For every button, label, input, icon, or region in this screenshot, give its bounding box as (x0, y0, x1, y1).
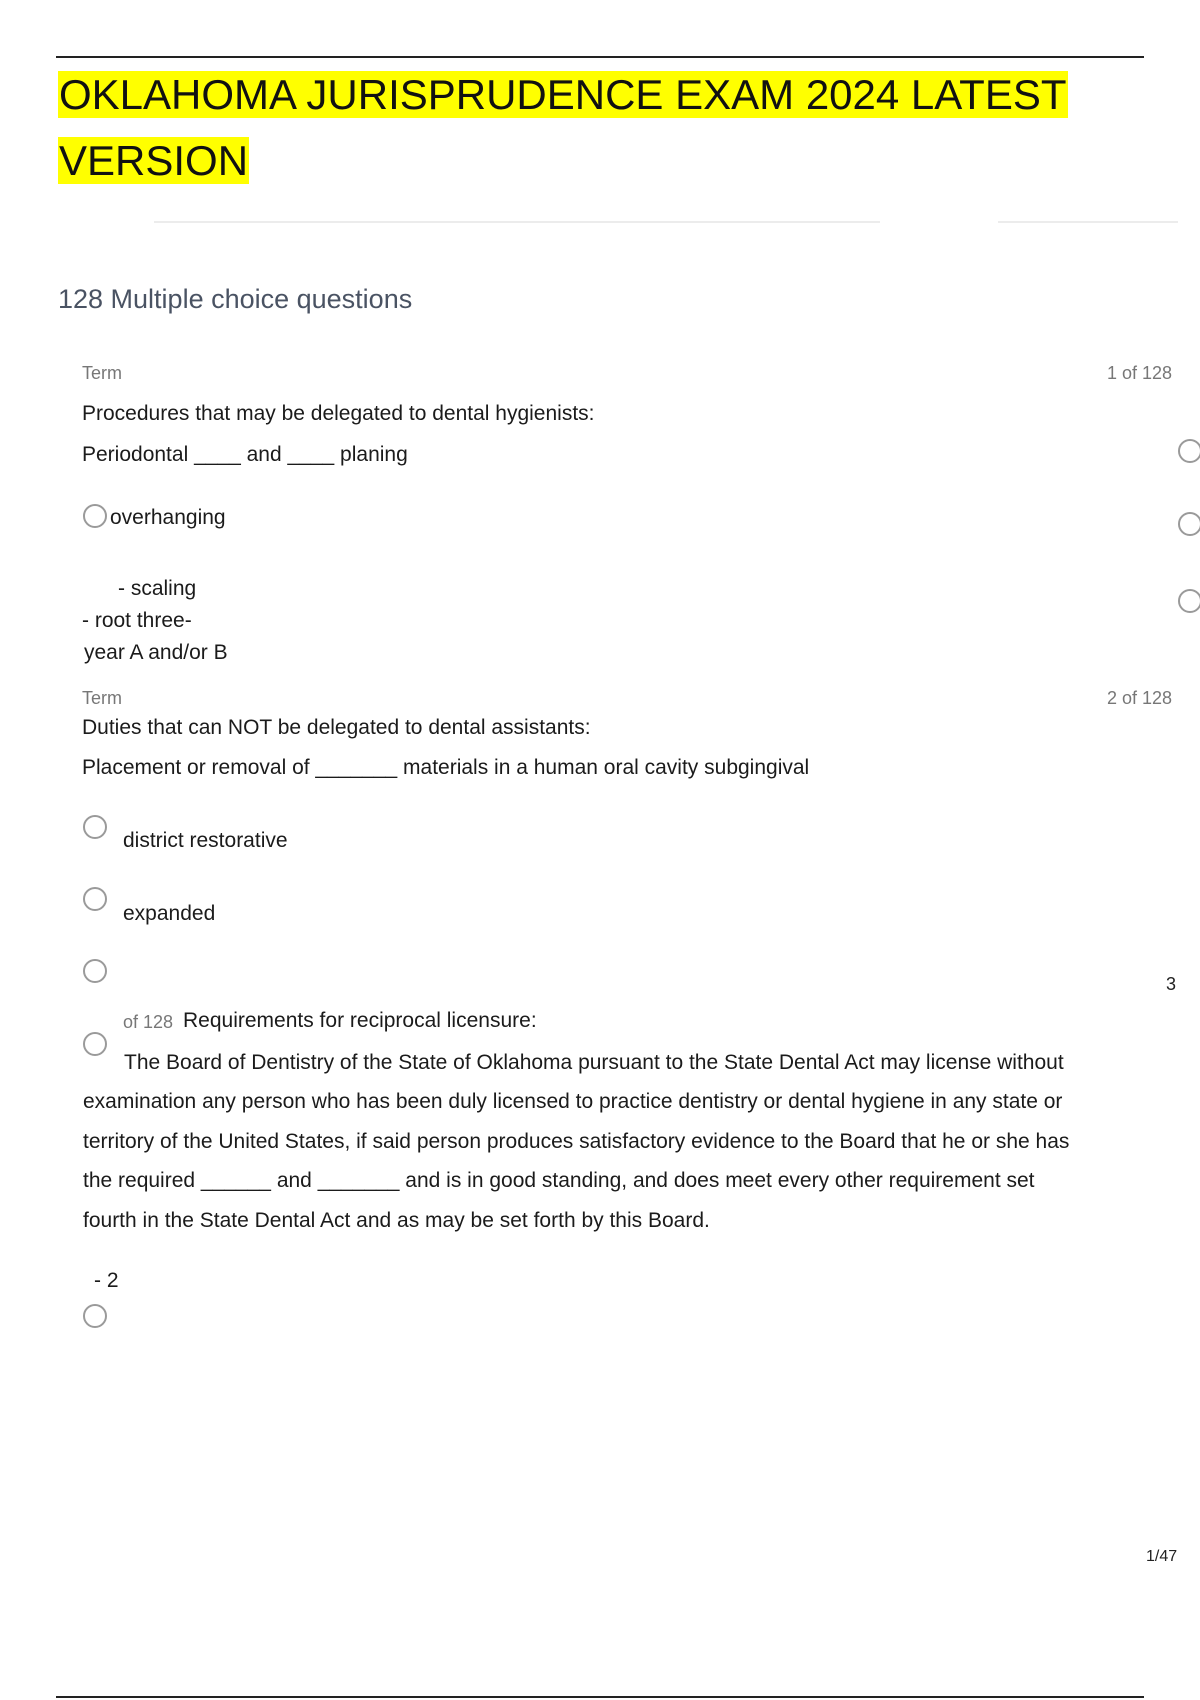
q3-prompt: Requirements for reciprocal licensure: (183, 1009, 537, 1032)
q2-prompt: Duties that can NOT be delegated to dental assistants: (82, 716, 591, 739)
right-radio-2[interactable] (1178, 512, 1200, 538)
q1-term-label: Term (82, 363, 122, 383)
q3-option-1-label: - 2 (94, 1269, 119, 1292)
q2-term-label: Term (82, 688, 122, 708)
q2-counter: 2 of 128 (1107, 688, 1173, 708)
q2-option-3-radio[interactable] (83, 959, 107, 983)
q3-counter-number: 3 (1166, 974, 1177, 994)
q3-option-1-radio[interactable] (83, 1304, 107, 1328)
q1-blank-line: Periodontal ____ and ____ planing (82, 443, 408, 466)
q1-option-3-label-line1: - root three- (82, 609, 192, 632)
q2-blank-line: Placement or removal of _______ materials in a human oral cavity subgingival (82, 756, 810, 779)
page-number: 1/47 (1146, 1548, 1178, 1565)
q1-option-1-radio[interactable] (83, 504, 107, 528)
q1-prompt: Procedures that may be delegated to dental hygienists: (82, 402, 595, 425)
separator-right (998, 221, 1178, 223)
q3-paragraph-line2: examination any person who has been duly licensed to practice dentistry or dental hygiene in any state or (83, 1090, 1063, 1113)
q3-paragraph-line4: the required ______ and _______ and is in good standing, and does meet every other requirement set (83, 1169, 1035, 1192)
q2-option-1-radio[interactable] (83, 815, 107, 839)
right-radio-3[interactable] (1178, 589, 1200, 615)
q3-paragraph-line5: fourth in the State Dental Act and as may be set forth by this Board. (83, 1209, 710, 1232)
right-radio-1[interactable] (1178, 439, 1200, 465)
q3-counter-suffix: of 128 (123, 1012, 174, 1032)
question-count-heading: 128 Multiple choice questions (58, 284, 413, 314)
q2-option-2-radio[interactable] (83, 887, 107, 911)
q1-option-2-label: - scaling (118, 577, 197, 600)
q3-paragraph-line3: territory of the United States, if said person produces satisfactory evidence to the Board that he or she has (83, 1130, 1070, 1153)
q1-counter: 1 of 128 (1107, 363, 1173, 383)
separator-left (154, 221, 880, 223)
document-title: OKLAHOMA JURISPRUDENCE EXAM 2024 LATEST VERSION (59, 71, 1067, 184)
q3-option-0-radio[interactable] (83, 1032, 107, 1056)
top-rule (56, 56, 1144, 58)
q2-option-1-label: district restorative (123, 829, 288, 852)
q2-option-2-label: expanded (123, 902, 216, 925)
bottom-rule (56, 1696, 1144, 1698)
q1-option-3-label-line2: year A and/or B (84, 641, 228, 664)
q3-paragraph-line1: The Board of Dentistry of the State of Oklahoma pursuant to the State Dental Act may license without (124, 1051, 1064, 1074)
q1-option-1-label: overhanging (110, 506, 226, 529)
